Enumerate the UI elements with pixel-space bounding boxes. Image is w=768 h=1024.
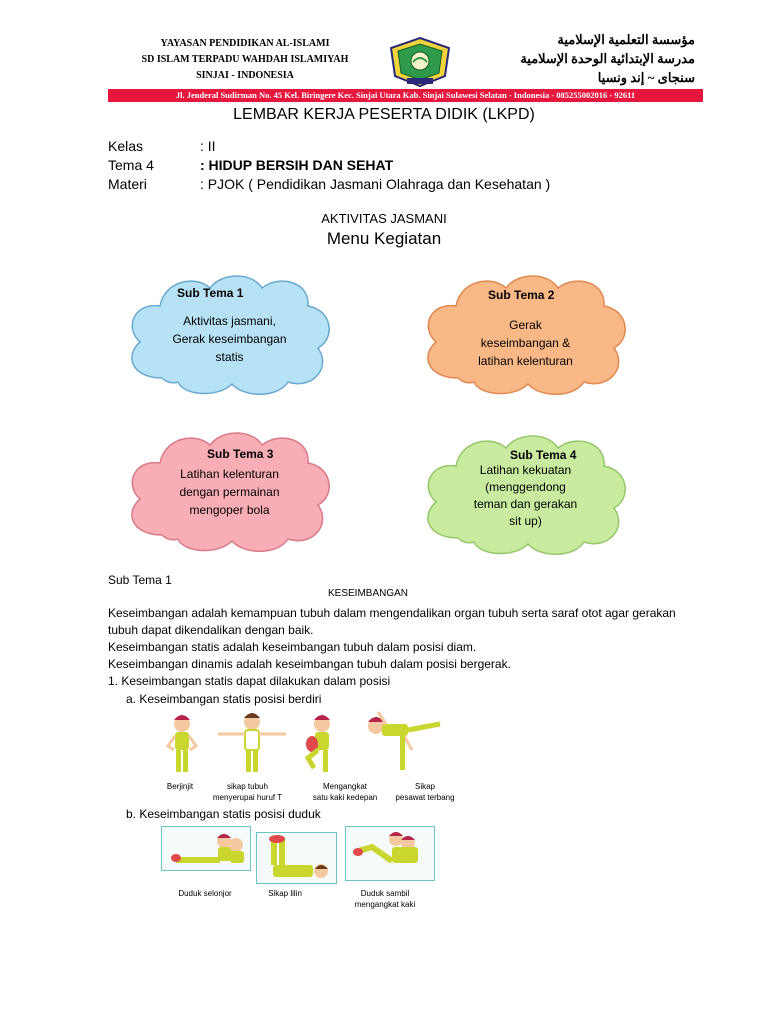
- cloud-line: keseimbangan &: [480, 336, 571, 350]
- cloud-line: Gerak: [509, 318, 542, 332]
- sub-item-b: b. Keseimbangan statis posisi duduk: [126, 807, 321, 821]
- meta-value: : PJOK ( Pendidikan Jasmani Olahraga dan Kesehatan ): [200, 176, 551, 192]
- figure-airplane: [368, 712, 440, 770]
- caption-line: Sikap lilin: [268, 889, 302, 898]
- cloud-sub-tema-1: [122, 268, 337, 398]
- meta-key: Materi: [108, 176, 147, 192]
- cloud-sub-tema-3: [122, 425, 337, 555]
- caption-line: Sikap: [414, 782, 435, 791]
- caption-sikap-t: [200, 781, 295, 803]
- caption-line: sikap tubuh: [227, 782, 268, 791]
- school-name: SD ISLAM TERPADU WAHDAH ISLAMIYAH: [141, 54, 349, 65]
- caption-line: satu kaki kedepan: [312, 793, 378, 802]
- paragraph-line: Keseimbangan adalah kemampuan tubuh dalam mengendalikan organ tubuh serta saraf otot agar gerakan: [108, 606, 676, 620]
- cloud-line: sit up): [509, 514, 542, 528]
- cloud-body: [122, 465, 337, 519]
- cloud-line: Gerak keseimbangan: [172, 332, 287, 346]
- arabic-foundation-name: مؤسسة التعلمية الإسلامية: [557, 32, 695, 47]
- cloud-title: Sub Tema 1: [177, 286, 244, 300]
- caption-duduk-selonjor: [160, 888, 250, 899]
- cloud-body: [122, 312, 337, 366]
- arabic-letterhead-block: [455, 30, 695, 87]
- foundation-name-block: [120, 36, 370, 84]
- caption-line: menyerupai huruf T: [212, 793, 283, 802]
- arabic-location: سنجاى ~ إند ونسيا: [597, 70, 695, 85]
- meta-key: Tema 4: [108, 157, 154, 173]
- figure-t-pose: [218, 713, 286, 772]
- list-item-1: 1. Keseimbangan statis dapat dilakukan dalam posisi: [108, 674, 391, 688]
- cloud-line: dengan permainan: [179, 485, 280, 499]
- photo-sikap-lilin: [256, 832, 337, 884]
- caption-sikap-lilin: [250, 888, 320, 899]
- caption-line: Duduk selonjor: [178, 889, 232, 898]
- section-heading: AKTIVITAS JASMANI: [321, 211, 447, 226]
- cloud-line: (menggendong: [485, 480, 566, 494]
- caption-line: Duduk sambil: [360, 889, 410, 898]
- cloud-line: Aktivitas jasmani,: [183, 314, 276, 328]
- school-location: SINJAI - INDONESIA: [196, 70, 294, 81]
- caption-duduk-angkat-kaki: [340, 888, 430, 910]
- sub-tema-label: Sub Tema 1: [108, 573, 172, 587]
- cloud-sub-tema-4: [418, 428, 633, 558]
- caption-line: mengangkat kaki: [354, 900, 416, 909]
- standing-figures: [150, 710, 450, 778]
- paragraph-line: Keseimbangan statis adalah keseimbangan tubuh dalam posisi diam.: [108, 640, 477, 654]
- caption-line: Mengangkat: [322, 782, 368, 791]
- address-bar: Jl. Jenderal Sudirman No. 45 Kel. Biringere Kec. Sinjai Utara Kab. Sinjai Sulawesi Selatan - Indonesia - 085255002016 - 92611: [108, 89, 703, 102]
- cloud-line: Latihan kelenturan: [180, 467, 279, 481]
- cloud-line: teman dan gerakan: [473, 497, 578, 511]
- cloud-title: Sub Tema 2: [488, 288, 555, 302]
- cloud-body: [418, 316, 633, 370]
- caption-line: pesawat terbang: [395, 793, 455, 802]
- paragraph-block: [108, 605, 738, 690]
- arabic-school-name: مدرسة الإبتدائية الوحدة الإسلامية: [520, 51, 695, 66]
- cloud-body: [418, 462, 633, 530]
- foundation-name: YAYASAN PENDIDIKAN AL-ISLAMI: [160, 38, 330, 49]
- photo-duduk-selonjor: [161, 826, 251, 871]
- paragraph-line: Keseimbangan dinamis adalah keseimbangan tubuh dalam posisi bergerak.: [108, 657, 511, 671]
- cloud-line: latihan kelenturan: [478, 354, 573, 368]
- school-logo-icon: [385, 36, 455, 88]
- meta-value: : HIDUP BERSIH DAN SEHAT: [200, 157, 394, 173]
- cloud-sub-tema-2: [418, 268, 633, 398]
- cloud-line: mengoper bola: [189, 503, 270, 517]
- cloud-line: statis: [215, 350, 244, 364]
- cloud-title: Sub Tema 4: [510, 448, 577, 462]
- caption-pesawat-terbang: [385, 781, 465, 803]
- meta-key: Kelas: [108, 138, 144, 154]
- cloud-title: Sub Tema 3: [207, 447, 274, 461]
- keseimbangan-heading: KESEIMBANGAN: [327, 588, 409, 599]
- meta-value: : II: [200, 138, 216, 154]
- menu-heading: Menu Kegiatan: [326, 229, 442, 248]
- document-title: LEMBAR KERJA PESERTA DIDIK (LKPD): [233, 106, 535, 123]
- figure-leg-forward: [306, 715, 330, 772]
- paragraph-line: tubuh dapat dikendalikan dengan baik.: [108, 623, 314, 637]
- figure-tiptoe: [168, 715, 196, 772]
- caption-mengangkat-kaki: [300, 781, 390, 803]
- cloud-line: Latihan kekuatan: [479, 463, 572, 477]
- sub-item-a: a. Keseimbangan statis posisi berdiri: [126, 692, 322, 706]
- caption-line: Berjinjit: [166, 782, 194, 791]
- photo-duduk-angkat-kaki: [345, 826, 435, 881]
